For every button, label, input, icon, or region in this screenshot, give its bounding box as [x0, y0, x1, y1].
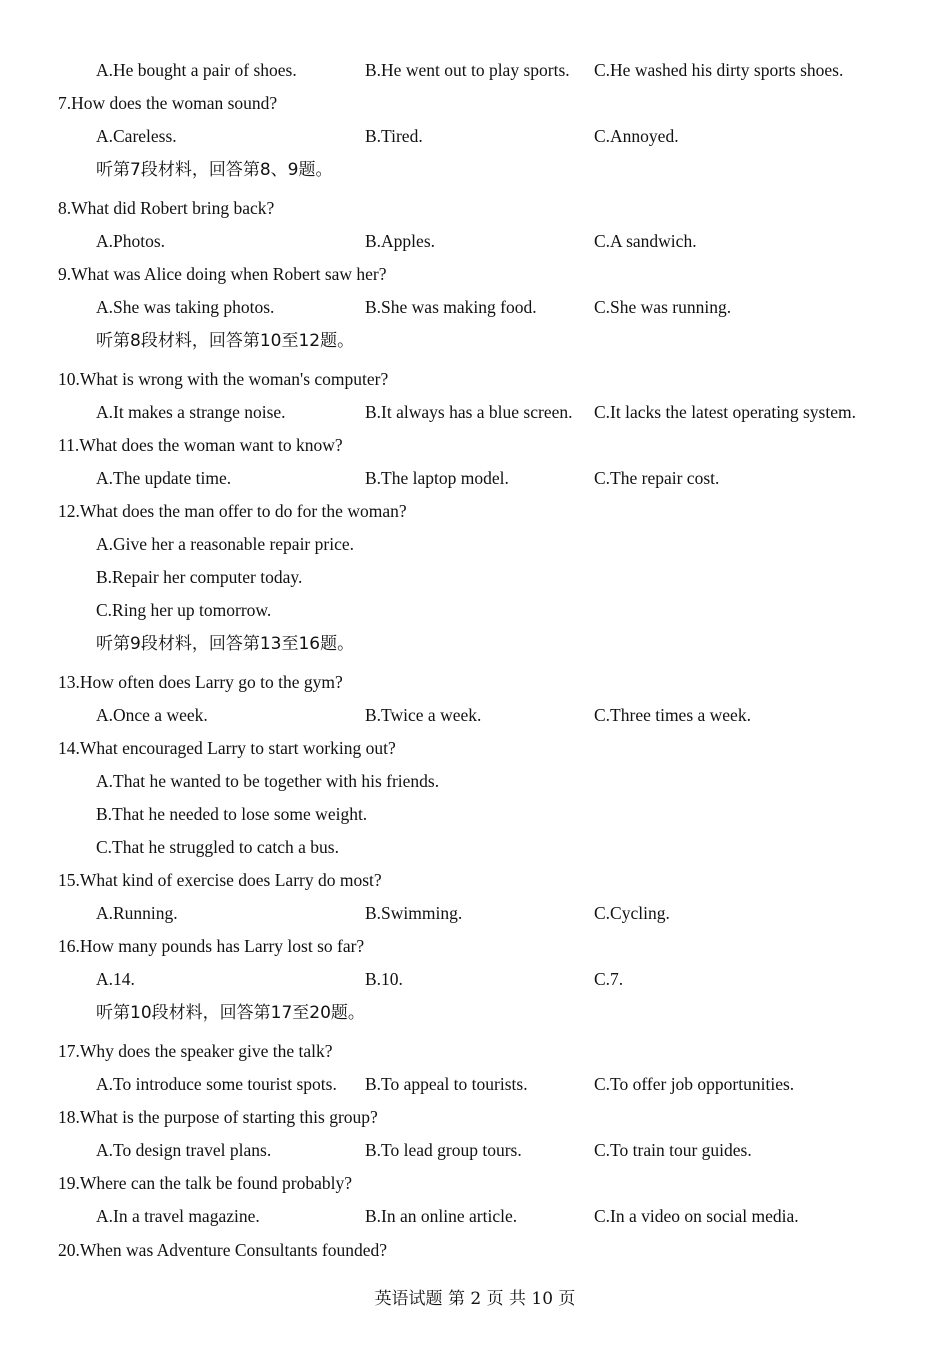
page-footer: 英语试题 第 2 页 共 10 页: [374, 1289, 576, 1309]
q17-option-a: A.To introduce some tourist spots.: [96, 1074, 337, 1094]
question-18: 18.What is the purpose of starting this group?: [58, 1107, 378, 1127]
q7-option-b: B.Tired.: [365, 126, 423, 146]
q15-option-a: A.Running.: [96, 903, 178, 923]
q19-option-b: B.In an online article.: [365, 1206, 518, 1226]
question-17: 17.Why does the speaker give the talk?: [58, 1041, 333, 1061]
q13-option-b: B.Twice a week.: [365, 705, 482, 725]
q13-option-a: A.Once a week.: [96, 705, 208, 725]
question-11: 11.What does the woman want to know?: [58, 435, 343, 455]
question-10: 10.What is wrong with the woman's computer?: [58, 369, 389, 389]
q12-option-c: C.Ring her up tomorrow.: [96, 600, 272, 620]
q6-option-b: B.He went out to play sports.: [365, 60, 570, 80]
section-instruction-9: 听第9段材料，回答第13至16题。: [96, 634, 355, 654]
q18-option-a: A.To design travel plans.: [96, 1140, 272, 1160]
q16-option-a: A.14.: [96, 969, 135, 989]
q10-option-a: A.It makes a strange noise.: [96, 402, 286, 422]
q8-option-c: C.A sandwich.: [594, 231, 697, 251]
question-16: 16.How many pounds has Larry lost so far?: [58, 936, 365, 956]
question-12: 12.What does the man offer to do for the woman?: [58, 501, 407, 521]
question-20: 20.When was Adventure Consultants founded?: [58, 1240, 388, 1260]
section-instruction-10: 听第10段材料，回答第17至20题。: [96, 1003, 365, 1023]
section-instruction-7: 听第7段材料，回答第8、9题。: [96, 160, 333, 180]
q7-option-c: C.Annoyed.: [594, 126, 679, 146]
q7-option-a: A.Careless.: [96, 126, 177, 146]
q19-option-c: C.In a video on social media.: [594, 1206, 799, 1226]
q9-option-b: B.She was making food.: [365, 297, 537, 317]
q14-option-b: B.That he needed to lose some weight.: [96, 804, 368, 824]
q8-option-a: A.Photos.: [96, 231, 166, 251]
q17-option-c: C.To offer job opportunities.: [594, 1074, 795, 1094]
q17-option-b: B.To appeal to tourists.: [365, 1074, 528, 1094]
q16-option-c: C.7.: [594, 969, 624, 989]
q11-option-b: B.The laptop model.: [365, 468, 509, 488]
q14-option-c: C.That he struggled to catch a bus.: [96, 837, 339, 857]
question-14: 14.What encouraged Larry to start working out?: [58, 738, 396, 758]
q9-option-a: A.She was taking photos.: [96, 297, 275, 317]
q6-option-a: A.He bought a pair of shoes.: [96, 60, 297, 80]
q19-option-a: A.In a travel magazine.: [96, 1206, 260, 1226]
q9-option-c: C.She was running.: [594, 297, 732, 317]
q6-option-c: C.He washed his dirty sports shoes.: [594, 60, 844, 80]
q10-option-c: C.It lacks the latest operating system.: [594, 402, 856, 422]
q13-option-c: C.Three times a week.: [594, 705, 751, 725]
q18-option-c: C.To train tour guides.: [594, 1140, 752, 1160]
question-13: 13.How often does Larry go to the gym?: [58, 672, 343, 692]
q11-option-c: C.The repair cost.: [594, 468, 720, 488]
q15-option-b: B.Swimming.: [365, 903, 463, 923]
q8-option-b: B.Apples.: [365, 231, 435, 251]
question-9: 9.What was Alice doing when Robert saw her?: [58, 264, 387, 284]
q12-option-a: A.Give her a reasonable repair price.: [96, 534, 354, 554]
q14-option-a: A.That he wanted to be together with his friends.: [96, 771, 440, 791]
q15-option-c: C.Cycling.: [594, 903, 670, 923]
question-15: 15.What kind of exercise does Larry do most?: [58, 870, 382, 890]
q18-option-b: B.To lead group tours.: [365, 1140, 522, 1160]
section-instruction-8: 听第8段材料，回答第10至12题。: [96, 331, 355, 351]
q11-option-a: A.The update time.: [96, 468, 232, 488]
q10-option-b: B.It always has a blue screen.: [365, 402, 573, 422]
question-19: 19.Where can the talk be found probably?: [58, 1173, 352, 1193]
q12-option-b: B.Repair her computer today.: [96, 567, 303, 587]
question-8: 8.What did Robert bring back?: [58, 198, 275, 218]
q16-option-b: B.10.: [365, 969, 403, 989]
question-7: 7.How does the woman sound?: [58, 93, 278, 113]
